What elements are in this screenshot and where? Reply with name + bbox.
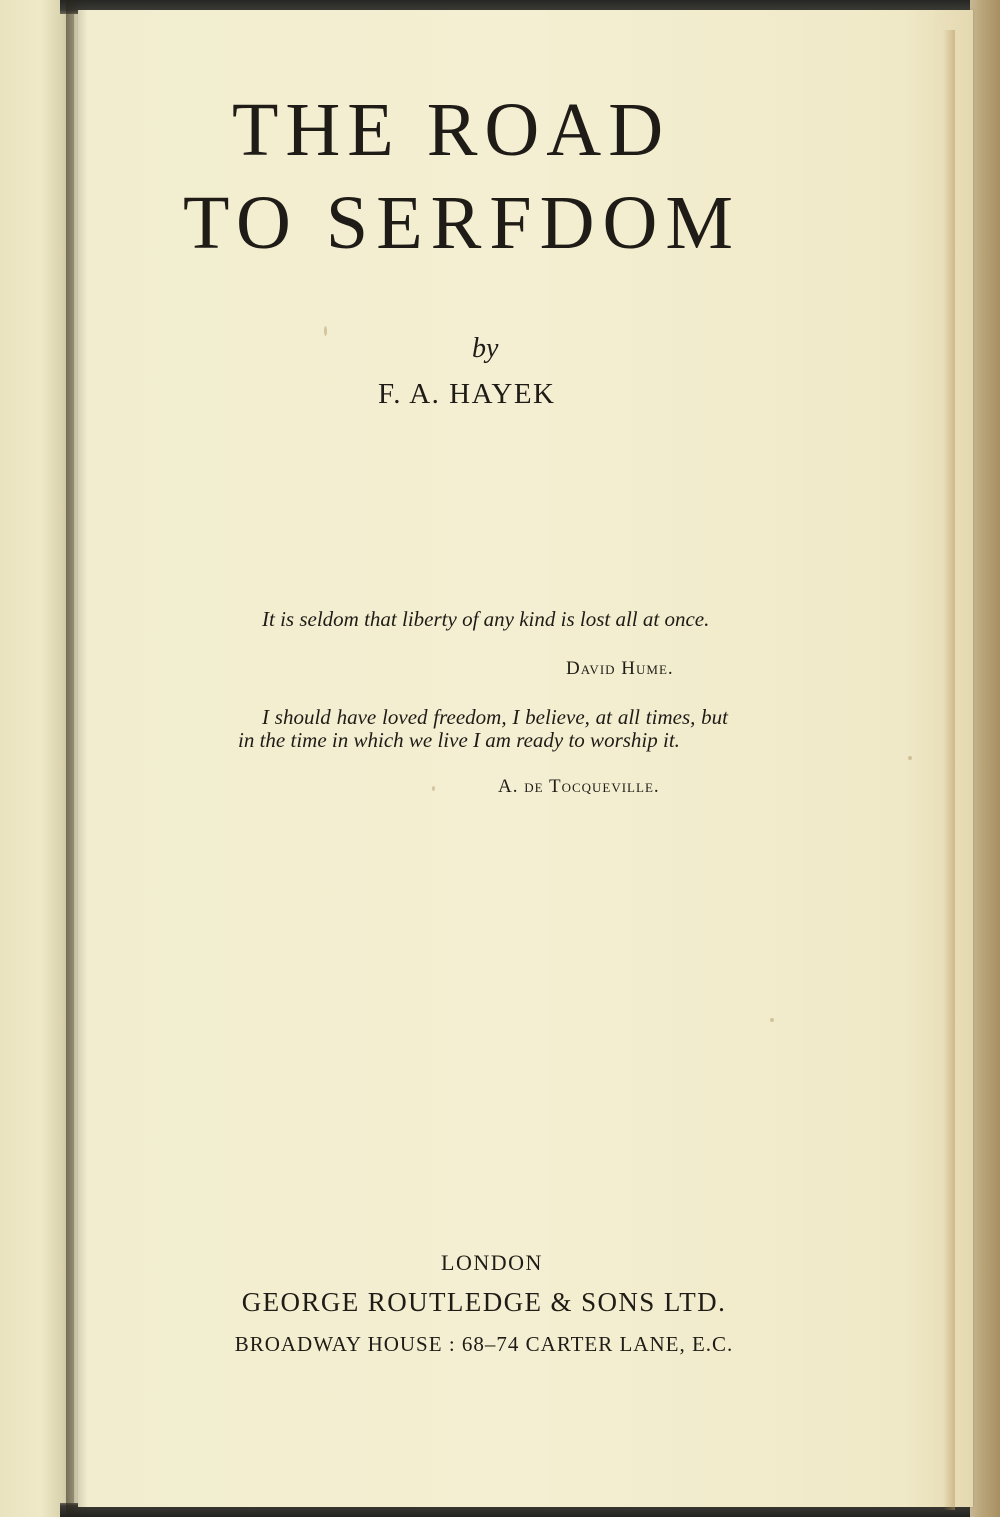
imprint-publisher-row (0, 1287, 1000, 1318)
byline-prefix: by (472, 333, 499, 364)
epigraph-1 (238, 608, 728, 631)
foxing-spot (432, 786, 435, 791)
author-name: F. A. HAYEK (378, 378, 556, 410)
epigraph-2-text: I should have loved freedom, I believe, at all times, but in the time in which we live I am ready to worship it. (238, 705, 728, 752)
imprint-city: LONDON (441, 1250, 543, 1275)
epigraph-2-attribution: A. de Tocqueville. (498, 776, 660, 797)
epigraph-2 (238, 706, 728, 752)
book-title-line-2: TO SERFDOM (183, 181, 741, 265)
imprint-address: BROADWAY HOUSE : 68–74 CARTER LANE, E.C. (234, 1332, 734, 1356)
foxing-spot (770, 1018, 774, 1022)
imprint-city-row (0, 1250, 1000, 1276)
book-title-line-1: THE ROAD (232, 88, 671, 172)
epigraph-1-attribution: David Hume. (566, 658, 674, 679)
imprint-publisher: GEORGE ROUTLEDGE & SONS LTD. (241, 1287, 727, 1317)
foxing-spot (908, 756, 912, 760)
epigraph-1-text: It is seldom that liberty of any kind is lost all at once. (262, 607, 710, 631)
imprint-address-row (0, 1332, 1000, 1357)
foxing-spot (324, 326, 327, 336)
